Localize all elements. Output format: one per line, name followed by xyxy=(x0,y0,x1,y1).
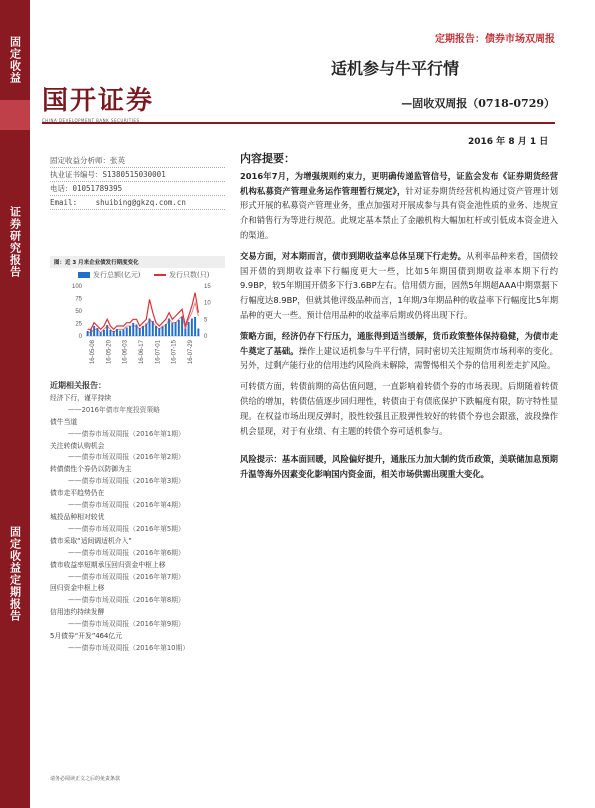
chart-bar xyxy=(87,331,89,336)
recent-report-item[interactable]: 经济下行，谨平持续 xyxy=(50,393,112,402)
chart-bar xyxy=(188,322,190,336)
y-left-tick-label: 25 xyxy=(75,321,82,328)
x-tick-label: 16-06-17 xyxy=(139,340,145,365)
chart-bar xyxy=(162,327,164,337)
logo-name: 国开证券 xyxy=(42,86,155,116)
chart-bar xyxy=(191,319,193,337)
recent-report-source: ——债券市场双周报（2016年第6期） xyxy=(68,548,185,557)
recent-report-source: ——债券市场双周报（2016年第3期） xyxy=(68,477,185,486)
recent-report-item[interactable]: 债市收益率短期承压回归资金中枢上移 xyxy=(50,560,166,569)
sidebar-label-fixed-income: 固定收益 xyxy=(8,36,22,84)
para-trading: 交易方面，对本期而言，债市到期收益率总体呈现下行走势。从利率品种来看，国债较国开债的到期收益率下行幅度更大一些，比如5年期国债到期收益率本期下行约9.9BP，较5年期国开债多下行3.6BP左右。信用债方面，固然5年期超AAA中期票据下行幅度达8.9BP，但就其他评级品种而言，1年期/3年期品种的收益率下行幅度比5年期品种的更大一些。预计信用品种的收益率后期或仍将出现下行。 xyxy=(240,250,558,320)
chart-bar xyxy=(119,331,121,337)
y-right-tick-label: 0 xyxy=(204,334,208,340)
recent-report-item[interactable]: 城投品种相对较优 xyxy=(50,512,105,521)
chart-bar xyxy=(197,329,199,337)
x-tick-label: 16-07-29 xyxy=(187,340,194,365)
recent-report-source: ——债券市场双周报（2016年第5期） xyxy=(68,524,185,533)
recent-report-source: ——债券市场双周报（2016年第9期） xyxy=(68,620,185,629)
analyst-info xyxy=(50,154,225,210)
company-logo xyxy=(42,80,172,122)
chart-bar xyxy=(171,323,173,336)
disclaimer-footer: 请务必阅读正文之后的免责条款 xyxy=(50,776,121,782)
recent-report-source: ——债券市场双周报（2016年第2期） xyxy=(68,453,185,462)
para-regulation: 2016年7月，为增强规则约束力，更明确传递监管信号，证监会发布《证券期货经营机构私募资产管理业务运作管理暂行规定》，针对证券期货经营机构通过资产管理计划形式开展的私募资产管理业务，重点加强对开展成参与具有资金池性质的业务、违规宣介和销售行为等进行规范。此规定基本禁止了金融机构大幅加杠杆或引低成本资金进入的渠道。 xyxy=(240,170,558,240)
y-right-tick-label: 10 xyxy=(204,300,211,307)
para-strategy: 策略方面，经济仍存下行压力，通胀得到适当缓解，货币政策整体保持稳健，为债市走牛奠定了基础。操作上建议适机参与牛平行情，同时密切关注短期货市场利率的变化。另外，过剩产能行业的信用违约风险尚未解除，需警惕相关个券的信用利差走扩风险。 xyxy=(240,330,558,371)
sidebar-accent-bar xyxy=(0,100,30,130)
recent-report-item[interactable]: 债市采取“适间调适机介入” xyxy=(50,536,132,545)
y-left-tick-label: 0 xyxy=(78,334,82,340)
analyst-cert: 执业证书编号：S1380515030001 xyxy=(50,168,225,182)
recent-report-source: ——债券市场双周报（2016年第4期） xyxy=(68,501,185,510)
chart-bar xyxy=(103,330,105,336)
y-left-tick-label: 50 xyxy=(75,309,82,315)
sidebar-label-research: 证券研究报告 xyxy=(8,206,22,278)
analyst-email-link[interactable]: shuibing@gkzq.com.cn xyxy=(95,198,186,207)
recent-report-source: ——债券市场双周报（2016年第8期） xyxy=(68,596,185,605)
left-sidebar xyxy=(0,0,30,808)
recent-report-item[interactable]: 债市走平趋势仍在 xyxy=(50,489,105,498)
recent-report-item[interactable]: 转债债性个券仍以防御为主 xyxy=(50,465,132,474)
legend-bar-label: 发行总额(亿元) xyxy=(93,271,141,279)
report-date: 2016 年 8 月 1 日 xyxy=(468,137,549,147)
chart-bar xyxy=(126,328,128,337)
issuance-chart xyxy=(50,256,225,376)
recent-reports-title: 近期相关报告： xyxy=(50,381,106,390)
recent-reports-list xyxy=(50,393,225,655)
chart-title: 图：近 3 月来企业债发行期度变化 xyxy=(50,256,225,268)
title-divider xyxy=(42,122,555,124)
chart-bar xyxy=(93,326,95,336)
x-tick-label: 16-05-20 xyxy=(106,340,113,365)
recent-report-item[interactable]: 债牛当道 xyxy=(50,417,78,426)
chart-plot xyxy=(50,256,225,376)
chart-bar xyxy=(178,320,180,336)
recent-reports xyxy=(50,380,225,655)
chart-bar xyxy=(155,326,157,336)
recent-report-item[interactable]: 回归资金中枢上移 xyxy=(50,584,105,593)
chart-bar xyxy=(122,330,124,337)
recent-report-item[interactable]: 信用违约持续发酵 xyxy=(50,608,105,617)
recent-report-item[interactable]: 关注转债认购机会 xyxy=(50,441,105,450)
x-tick-label: 16-07-01 xyxy=(155,340,162,365)
chart-bar xyxy=(129,326,131,336)
recent-report-source: ——债券市场双周报（2016年第1期） xyxy=(68,429,185,438)
analyst-email: Email: shuibing@gkzq.com.cn xyxy=(50,196,225,210)
recent-report-source: ——债券市场双周报（2016年第7期） xyxy=(68,572,185,581)
y-right-tick-label: 5 xyxy=(204,317,208,324)
sidebar-label-periodic: 固定收益定期报告 xyxy=(8,526,22,622)
legend-line-label: 发行只数(只) xyxy=(169,271,210,279)
para-convertible: 可转债方面，转债前期的高估值问题，一直影响着转债个券的市场表现。后期随着转债供给的增加，转债估值逐步回归理性，转债由于有债底保护下跌幅度有限，防守特性显现。在权益市场出现反弹时，股性较强且正股弹性较好的转债个券也会跟涨，波段操作机会显现，对于有业绩、有主题的转债个券可适机参与。 xyxy=(240,381,558,436)
summary-heading: 内容提要： xyxy=(240,152,295,165)
chart-bar xyxy=(194,317,196,336)
x-tick-label: 16-06-03 xyxy=(122,340,129,365)
main-content xyxy=(240,152,558,488)
chart-bar xyxy=(142,326,144,336)
recent-report-source: ——2016年债市年度投资策略 xyxy=(68,405,161,414)
chart-bar xyxy=(132,323,134,336)
analyst-phone: 电话：01051789395 xyxy=(50,182,225,196)
y-left-tick-label: 100 xyxy=(71,284,82,290)
analyst-name: 固定收益分析师：张英 xyxy=(50,154,225,168)
report-subtitle: —固收双周报（0718-0729） xyxy=(401,97,555,110)
recent-report-source: ——债券市场双周报（2016年第10期） xyxy=(68,643,190,652)
report-title: 适机参与牛平行情 xyxy=(330,59,459,78)
x-tick-label: 16-07-15 xyxy=(171,340,178,365)
report-type-label: 定期报告：债券市场双周报 xyxy=(435,34,555,45)
chart-bar xyxy=(109,330,111,336)
recent-report-item[interactable]: 5月债券“开发”464亿元 xyxy=(50,632,122,641)
y-left-tick-label: 75 xyxy=(75,296,82,303)
logo-subtitle: CHINA DEVELOPMENT BANK SECURITIES xyxy=(42,118,140,123)
y-right-tick-label: 15 xyxy=(204,284,211,290)
chart-bar xyxy=(175,322,177,336)
x-tick-label: 16-05-08 xyxy=(90,340,97,365)
para-risk: 风险提示：基本面回暖，风险偏好提升，通胀压力加大制约货币政策，美联储加息预期升温等海外因素变化影响国内资金面，相关市场供需出现重大变化。 xyxy=(240,454,558,480)
